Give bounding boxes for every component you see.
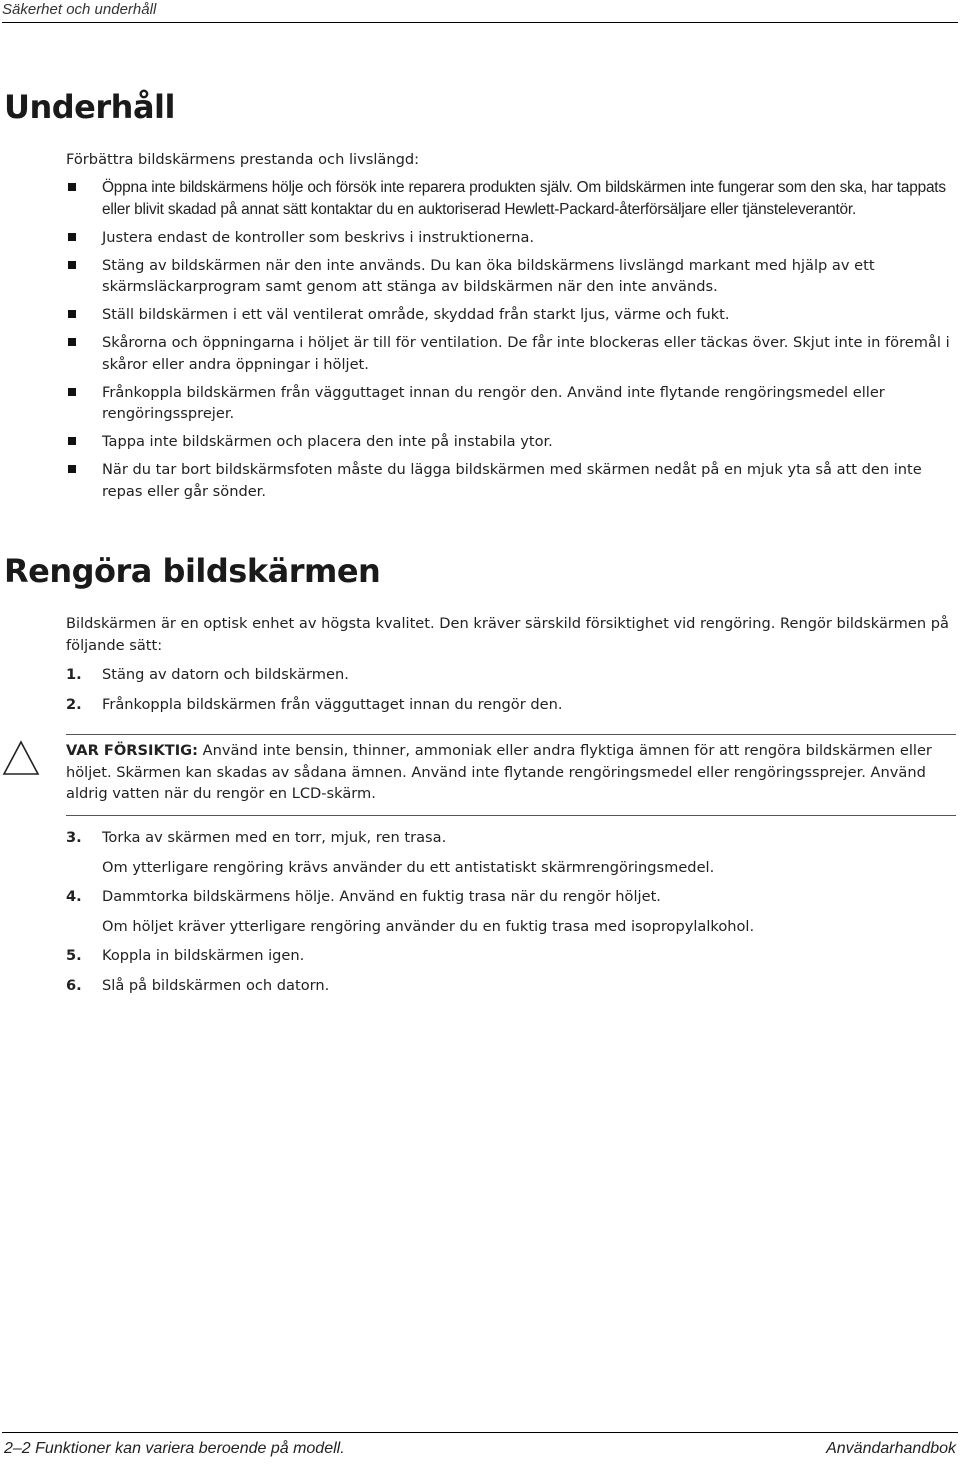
list-item: Ställ bildskärmen i ett väl ventilerat område, skyddad från starkt ljus, värme och fukt. [66,304,956,326]
bullet-square-icon [68,261,76,269]
step-note: Om höljet kräver ytterligare rengöring använder du en fuktig trasa med isopropylalkohol. [102,917,755,935]
list-item: Stäng av bildskärmen när den inte används. Du kan öka bildskärmens livslängd markant med hjälp av ett skärmsläckarprogram samt genom att stänga av bildskärmen när den inte används. [66,255,956,298]
list-item: Öppna inte bildskärmens hölje och försök inte reparera produkten själv. Om bildskärmen inte fungerar som den ska, har tappats eller blivit skadad på annat sätt kontaktar du en auktoriserad Hewlett-Packard-återförsäljare eller tjänsteleverantör. [66,177,956,220]
maintenance-list [66,177,956,509]
list-item: Tappa inte bildskärmen och placera den inte på instabila ytor. [66,431,956,453]
step-item: 4. Dammtorka bildskärmens hölje. Använd en fuktig trasa när du rengör höljet. [66,888,661,905]
bullet-square-icon [68,338,76,346]
step-note: Om ytterligare rengöring krävs använder du ett antistatiskt skärmrengöringsmedel. [102,858,715,876]
step-item: 2. Frånkoppla bildskärmen från vägguttaget innan du rengör den. [66,695,563,713]
list-item: Frånkoppla bildskärmen från vägguttaget innan du rengör den. Använd inte flytande rengöringsmedel eller rengöringssprejer. [66,382,956,425]
step-item: 3. Torka av skärmen med en torr, mjuk, ren trasa. [66,829,447,846]
heading-cleaning: Rengöra bildskärmen [4,552,381,590]
step-item: 1. Stäng av datorn och bildskärmen. [66,666,349,683]
cleaning-intro: Bildskärmen är en optisk enhet av högsta kvalitet. Den kräver särskild försiktighet vid rengöring. Rengör bildskärmen på följande sätt: [66,615,949,654]
list-item: Justera endast de kontroller som beskrivs i instruktionerna. [66,227,956,249]
cleaning-steps-second [66,827,956,996]
caution-triangle-icon [2,740,40,776]
bullet-square-icon [68,388,76,396]
step-item: 5. Koppla in bildskärmen igen. [66,947,305,964]
step-item: 6. Slå på bildskärmen och datorn. [66,976,330,994]
maintenance-intro: Förbättra bildskärmens prestanda och livslängd: [66,151,420,168]
list-item: När du tar bort bildskärmsfoten måste du lägga bildskärmen med skärmen nedåt på en mjuk yta så att den inte repas eller går sönder. [66,459,956,502]
bullet-square-icon [68,437,76,445]
running-head: Säkerhet och underhåll [2,0,958,23]
heading-maintenance: Underhåll [4,88,175,126]
bullet-square-icon [68,183,76,191]
bullet-square-icon [68,310,76,318]
caution-text: Använd inte bensin, thinner, ammoniak eller andra flyktiga ämnen för att rengöra bildskärmen eller höljet. Skärmen kan skadas av sådana ämnen. Använd inte flytande rengöringsmedel eller rengöringssprejer. Använd aldrig vatten när du rengör en LCD-skärm. [66,742,932,802]
caution-label: VAR FÖRSIKTIG: [66,742,198,759]
footer-page-info: 2–2 Funktioner kan variera beroende på modell. [4,1440,345,1457]
list-item: Skårorna och öppningarna i höljet är till för ventilation. De får inte blockeras eller täckas över. Skjut inte in föremål i skåror eller andra öppningar i höljet. [66,332,956,375]
bullet-square-icon [68,465,76,473]
bullet-square-icon [68,233,76,241]
cleaning-steps-first [66,664,956,715]
caution-box [66,734,956,816]
footer-book-title: Användarhandbok [826,1440,956,1457]
page-footer [2,1432,958,1463]
